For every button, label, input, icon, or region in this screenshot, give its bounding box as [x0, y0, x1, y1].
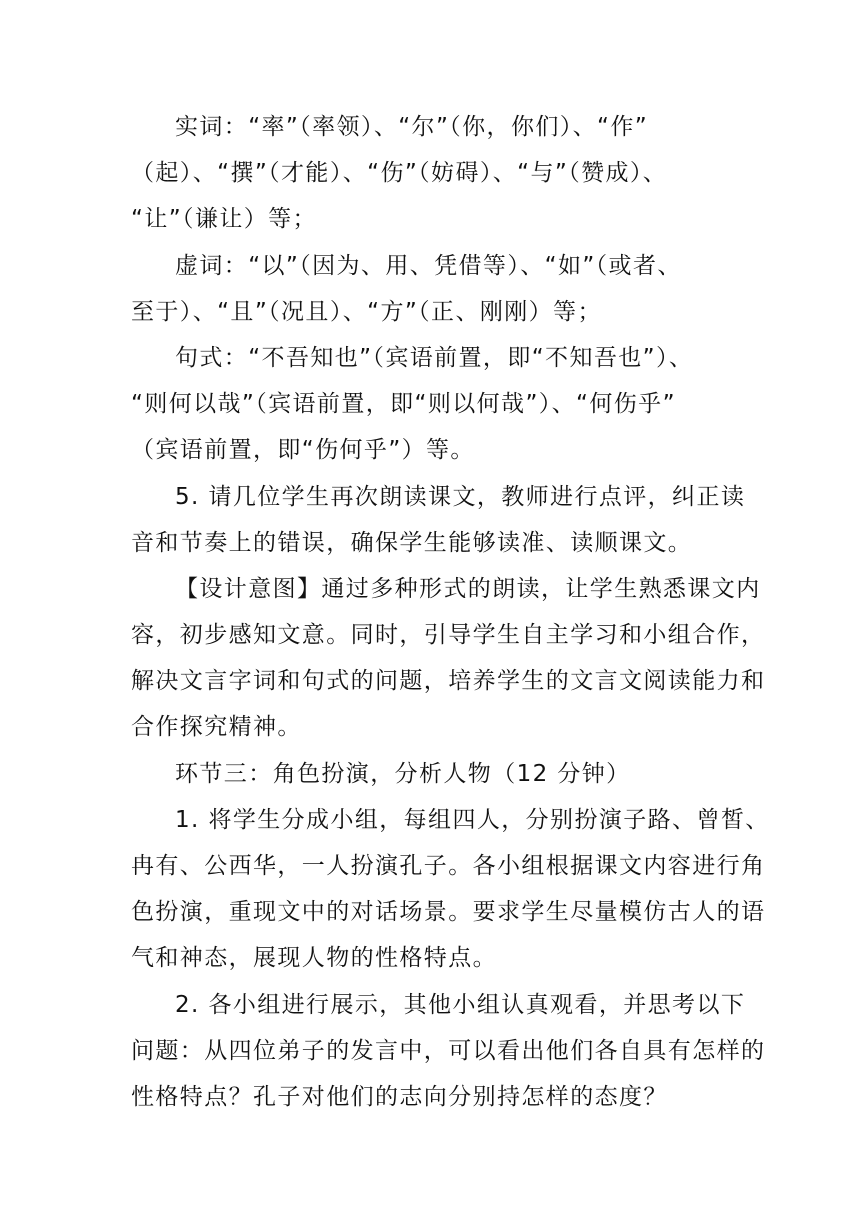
text-line: （宾语前置，即“伤何乎”）等。	[131, 437, 475, 464]
text-line: 实词：“率”（率领）、“尔”（你，你们）、“作”	[175, 114, 649, 140]
text-line: 解决文言字词和句式的问题，培养学生的文言文阅读能力和	[131, 668, 766, 695]
body-text	[131, 104, 770, 1120]
text-line: 【设计意图】通过多种形式的朗读，让学生熟悉课文内	[175, 575, 761, 602]
text-line: 合作探究精神。	[131, 714, 302, 741]
text-line: “让”（谦让）等；	[131, 206, 317, 233]
text-line: （起）、“撰”（才能）、“伤”（妨碍）、“与”（赞成）、	[131, 160, 668, 187]
text-line: 虚词：“以”（因为、用、凭借等）、“如”（或者、	[175, 252, 682, 279]
text-line: 1. 将学生分成小组，每组四人，分别扮演子路、曾皙、	[175, 806, 770, 833]
text-line: 句式：“不吾知也”（宾语前置，即“不知吾也”）、	[175, 344, 694, 371]
text-line: 容，初步感知文意。同时，引导学生自主学习和小组合作，	[131, 622, 766, 649]
text-line: 性格特点？孔子对他们的志向分别持怎样的态度？	[131, 1083, 668, 1110]
text-line: 5. 请几位学生再次朗读课文，教师进行点评，纠正读	[175, 483, 746, 510]
text-line: 冉有、公西华，一人扮演孔子。各小组根据课文内容进行角	[131, 853, 766, 879]
text-line: 音和节奏上的错误，确保学生能够读准、读顺课文。	[131, 529, 693, 556]
section-heading: 环节三：角色扮演，分析人物（12 分钟）	[175, 760, 631, 787]
text-line: 问题：从四位弟子的发言中，可以看出他们各自具有怎样的	[131, 1037, 766, 1064]
text-line: 色扮演，重现文中的对话场景。要求学生尽量模仿古人的语	[131, 899, 766, 926]
text-line: 2. 各小组进行展示，其他小组认真观看，并思考以下	[175, 991, 746, 1018]
text-line: 气和神态，展现人物的性格特点。	[131, 945, 497, 972]
text-line: 至于）、“且”（况且）、“方”（正、刚刚）等；	[131, 298, 602, 325]
text-line: “则何以哉”（宾语前置，即“则以何哉”）、“何伤乎”	[131, 391, 676, 418]
